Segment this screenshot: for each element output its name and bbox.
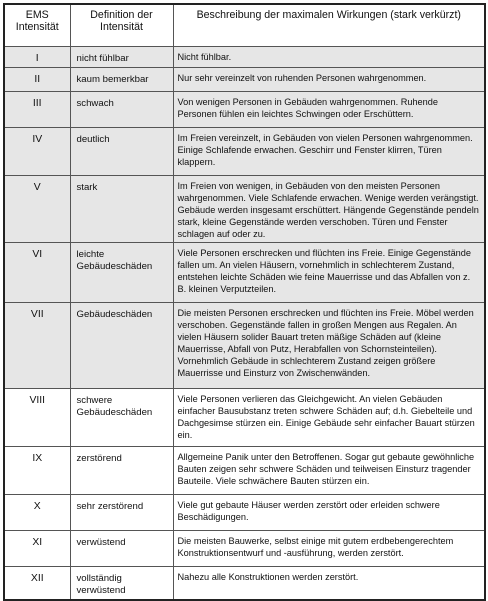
intensity-description: Im Freien vereinzelt, in Gebäuden von vielen Personen wahrgenommen. Einige Schlafende erwachen. Geschirr und Fenster klirren, Türen klappern.	[173, 127, 485, 175]
intensity-definition: zerstörend	[70, 446, 173, 494]
intensity-description: Viele Personen erschrecken und flüchten ins Freie. Einige Gegenstände fallen um. An vielen Häusern, vornehmlich in schlechterem Zustand, entstehen leichte Schäden wie feine Mauerrisse und das Abfallen von z. B. kleinen Verputzteilen.	[173, 242, 485, 302]
intensity-description: Von wenigen Personen in Gebäuden wahrgenommen. Ruhende Personen fühlen ein leichtes Schwingen oder Erschüttern.	[173, 91, 485, 127]
table-row	[4, 242, 485, 302]
table-row	[4, 494, 485, 530]
intensity-description: Nicht fühlbar.	[173, 46, 485, 67]
intensity-description: Viele Personen verlieren das Gleichgewicht. An vielen Gebäuden einfacher Bausubstanz treten schwere Schäden auf; d.h. Giebelteile und Dachgesimse stürzen ein. Einige Gebäude sehr einfacher Bauart stürzen ein.	[173, 388, 485, 446]
intensity-definition: Gebäudeschäden	[70, 302, 173, 388]
intensity-definition: verwüstend	[70, 530, 173, 566]
intensity-level: XII	[4, 566, 70, 600]
intensity-definition: nicht fühlbar	[70, 46, 173, 67]
table-header-row	[4, 4, 485, 46]
intensity-description: Viele gut gebaute Häuser werden zerstört oder erleiden schwere Beschädigungen.	[173, 494, 485, 530]
table-row	[4, 302, 485, 388]
intensity-level: VI	[4, 242, 70, 302]
intensity-description: Die meisten Bauwerke, selbst einige mit gutem erdbebengerechtem Konstruktionsentwurf und -ausführung, werden zerstört.	[173, 530, 485, 566]
intensity-description: Allgemeine Panik unter den Betroffenen. Sogar gut gebaute gewöhnliche Bauten zeigen sehr schwere Schäden und teilweisen Einsturz tragender Bauteile. Viele schwächere Bauten stürzen ein.	[173, 446, 485, 494]
intensity-description: Nur sehr vereinzelt von ruhenden Personen wahrgenommen.	[173, 67, 485, 91]
table-row	[4, 566, 485, 600]
intensity-description: Nahezu alle Konstruktionen werden zerstört.	[173, 566, 485, 600]
table-row	[4, 127, 485, 175]
intensity-level: VII	[4, 302, 70, 388]
intensity-level: IV	[4, 127, 70, 175]
intensity-definition: sehr zerstörend	[70, 494, 173, 530]
table-row	[4, 175, 485, 242]
intensity-level: X	[4, 494, 70, 530]
intensity-definition: deutlich	[70, 127, 173, 175]
header-description: Beschreibung der maximalen Wirkungen (stark verkürzt)	[173, 4, 485, 46]
intensity-definition: kaum bemerkbar	[70, 67, 173, 91]
header-definition: Definition der Intensität	[70, 4, 173, 46]
intensity-level: I	[4, 46, 70, 67]
intensity-definition: vollständig verwüstend	[70, 566, 173, 600]
intensity-definition: schwere Gebäudeschäden	[70, 388, 173, 446]
intensity-description: Die meisten Personen erschrecken und flüchten ins Freie. Möbel werden verschoben. Gegenstände fallen in großen Mengen aus Regalen. An vielen Häusern solider Bauart treten mäßige Schäden auf (kleine Mauerrisse, Abfall von Putz, Herabfallen von Schornsteinteilen). Vornehmlich Gebäude in schlechterem Zustand zeigen größere Mauerrisse und Einsturz von Zwischenwänden.	[173, 302, 485, 388]
intensity-level: II	[4, 67, 70, 91]
ems-intensity-table	[3, 3, 486, 601]
table-row	[4, 388, 485, 446]
intensity-definition: schwach	[70, 91, 173, 127]
intensity-level: IX	[4, 446, 70, 494]
table-row	[4, 67, 485, 91]
table-row	[4, 530, 485, 566]
table-row	[4, 91, 485, 127]
intensity-level: III	[4, 91, 70, 127]
intensity-definition: stark	[70, 175, 173, 242]
intensity-level: XI	[4, 530, 70, 566]
intensity-level: VIII	[4, 388, 70, 446]
header-ems-intensity: EMS Intensität	[4, 4, 70, 46]
intensity-description: Im Freien von wenigen, in Gebäuden von den meisten Personen wahrgenommen. Viele Schlafende erwachen. Wenige werden verängstigt. Gebäude werden insgesamt erschüttert. Hängende Gegenstände pendeln stark, kleine Gegenstände werden verschoben. Türen und Fenster schlagen auf oder zu.	[173, 175, 485, 242]
ems-table-container	[3, 3, 484, 596]
table-row	[4, 46, 485, 67]
intensity-definition: leichte Gebäudeschäden	[70, 242, 173, 302]
table-row	[4, 446, 485, 494]
intensity-level: V	[4, 175, 70, 242]
